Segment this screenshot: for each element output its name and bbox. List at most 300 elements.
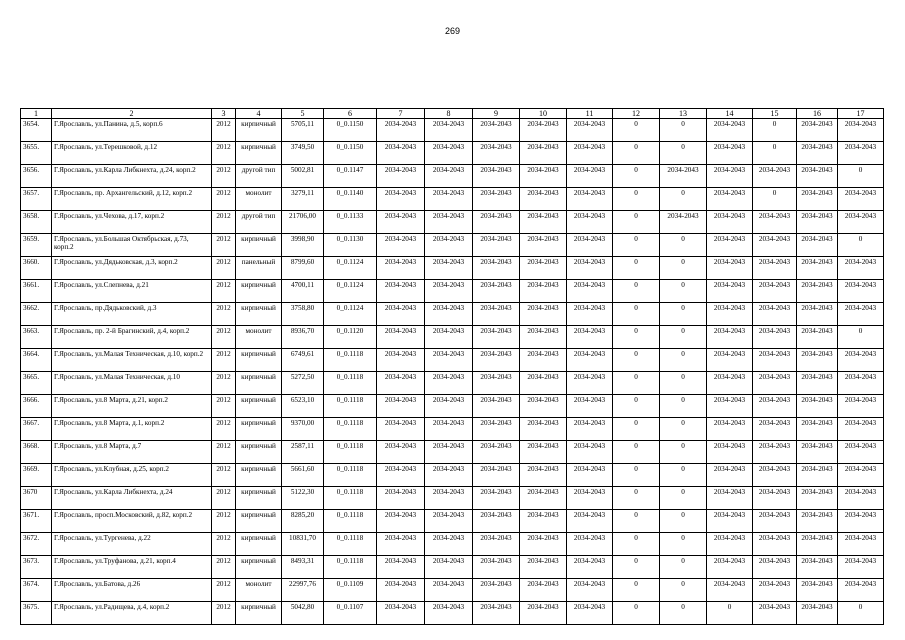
table-cell: 2034-2043 [797, 464, 838, 487]
table-cell: 2034-2043 [838, 349, 884, 372]
table-cell: 2034-2043 [473, 188, 520, 211]
table-cell: кирпичный [236, 142, 282, 165]
table-cell: 2034-2043 [473, 234, 520, 257]
table-cell: 3758,80 [282, 303, 324, 326]
table-cell: 2034-2043 [707, 487, 753, 510]
table-cell: 0 [660, 395, 707, 418]
table-cell: 2034-2043 [425, 280, 473, 303]
table-cell: 2034-2043 [377, 234, 425, 257]
address-cell: Г.Ярославль, пр. 2-й Брагинский, д.4, корп.2 [52, 326, 212, 349]
table-cell: 0_0.1118 [324, 533, 377, 556]
table-cell: 2034-2043 [753, 602, 797, 625]
table-cell: 2034-2043 [425, 556, 473, 579]
table-cell: кирпичный [236, 234, 282, 257]
table-cell: 2012 [212, 119, 236, 142]
table-cell: 2034-2043 [425, 579, 473, 602]
table-cell: 2034-2043 [567, 119, 613, 142]
table-cell: 0 [613, 464, 660, 487]
row-number-cell: 3674. [21, 579, 52, 602]
address-cell: Г.Ярославль, ул.Большая Октябрьская, д.73, корп.2 [52, 234, 212, 257]
table-cell: 2034-2043 [707, 257, 753, 280]
column-header: 12 [613, 109, 660, 119]
table-cell: 2034-2043 [753, 234, 797, 257]
column-header: 15 [753, 109, 797, 119]
table-cell: 2034-2043 [838, 418, 884, 441]
address-cell: Г.Ярославль, пр.Дядьковский, д.3 [52, 303, 212, 326]
table-cell: 2034-2043 [473, 303, 520, 326]
table-cell: 2034-2043 [377, 579, 425, 602]
address-cell: Г.Ярославль, ул.Малая Техническая, д.10, корп.2 [52, 349, 212, 372]
table-cell: 2012 [212, 142, 236, 165]
table-cell: 2034-2043 [753, 464, 797, 487]
table-cell: 2034-2043 [838, 579, 884, 602]
table-cell: 2034-2043 [797, 142, 838, 165]
table-cell: 2034-2043 [425, 234, 473, 257]
table-cell: 0_0.1107 [324, 602, 377, 625]
table-cell: 2034-2043 [377, 211, 425, 234]
table-cell: 2034-2043 [753, 418, 797, 441]
table-cell: 2034-2043 [425, 464, 473, 487]
table-cell: 2012 [212, 211, 236, 234]
table-cell: 0 [613, 211, 660, 234]
table-cell: 2034-2043 [838, 372, 884, 395]
table-cell: кирпичный [236, 441, 282, 464]
table-cell: 2034-2043 [567, 165, 613, 188]
table-cell: 2034-2043 [473, 349, 520, 372]
row-number-cell: 3657. [21, 188, 52, 211]
table-cell: 22997,76 [282, 579, 324, 602]
table-cell: 2034-2043 [425, 257, 473, 280]
table-cell: 2034-2043 [473, 556, 520, 579]
table-cell: 2034-2043 [838, 395, 884, 418]
table-cell: 2034-2043 [707, 464, 753, 487]
table-cell: 2034-2043 [753, 326, 797, 349]
table-cell: 3998,90 [282, 234, 324, 257]
table-cell: 2034-2043 [567, 441, 613, 464]
address-cell: Г.Ярославль, ул.Слепнева, д.21 [52, 280, 212, 303]
table-cell: 3749,50 [282, 142, 324, 165]
table-cell: 2034-2043 [377, 119, 425, 142]
table-cell: 2034-2043 [707, 579, 753, 602]
table-cell: 2034-2043 [473, 211, 520, 234]
table-cell: 0_0.1124 [324, 280, 377, 303]
table-row [21, 280, 884, 303]
table-row [21, 510, 884, 533]
table-cell: 2034-2043 [377, 188, 425, 211]
table-cell: 0 [613, 234, 660, 257]
table-cell: 5042,80 [282, 602, 324, 625]
table-cell: 2034-2043 [377, 510, 425, 533]
table-cell: 2034-2043 [567, 280, 613, 303]
table-cell: 2034-2043 [753, 395, 797, 418]
row-number-cell: 3658. [21, 211, 52, 234]
table-cell: 2034-2043 [520, 326, 567, 349]
table-cell: 2012 [212, 602, 236, 625]
row-number-cell: 3654. [21, 119, 52, 142]
table-cell: кирпичный [236, 510, 282, 533]
table-cell: 2034-2043 [797, 510, 838, 533]
table-cell: 2034-2043 [797, 326, 838, 349]
table-row [21, 602, 884, 625]
table-cell: 2034-2043 [377, 326, 425, 349]
table-cell: 2034-2043 [567, 142, 613, 165]
table-cell: 2034-2043 [377, 165, 425, 188]
table-cell: 2034-2043 [707, 303, 753, 326]
table-cell: 2034-2043 [520, 395, 567, 418]
table-cell: 2034-2043 [473, 165, 520, 188]
table-cell: 0_0.1147 [324, 165, 377, 188]
table-cell: 0 [838, 326, 884, 349]
table-cell: 2034-2043 [797, 602, 838, 625]
table-cell: 2034-2043 [753, 303, 797, 326]
column-header: 14 [707, 109, 753, 119]
table-cell: 2034-2043 [707, 349, 753, 372]
table-cell: 0 [613, 395, 660, 418]
table-cell: 0_0.1118 [324, 464, 377, 487]
address-cell: Г.Ярославль, ул.Малая Техническая, д.10 [52, 372, 212, 395]
table-cell: 2034-2043 [797, 257, 838, 280]
address-cell: Г.Ярославль, ул.8 Марта, д.21, корп.2 [52, 395, 212, 418]
table-cell: 0 [613, 349, 660, 372]
address-cell: Г.Ярославль, ул.Карла Либкнехта, д.24, корп.2 [52, 165, 212, 188]
table-cell: 2034-2043 [473, 372, 520, 395]
table-cell: 2034-2043 [425, 165, 473, 188]
table-cell: 5002,81 [282, 165, 324, 188]
table-cell: 0 [660, 142, 707, 165]
table-cell: 6749,61 [282, 349, 324, 372]
table-cell: 2034-2043 [377, 464, 425, 487]
table-cell: 0 [613, 188, 660, 211]
row-number-cell: 3661. [21, 280, 52, 303]
table-cell: 2034-2043 [707, 211, 753, 234]
table-cell: 0 [613, 556, 660, 579]
column-header: 4 [236, 109, 282, 119]
table-cell: 2034-2043 [797, 418, 838, 441]
table-cell: 2034-2043 [520, 257, 567, 280]
table-cell: 2034-2043 [753, 257, 797, 280]
table-cell: 0 [613, 372, 660, 395]
table-cell: 2034-2043 [377, 395, 425, 418]
table-cell: 2034-2043 [797, 349, 838, 372]
table-cell: 2034-2043 [520, 533, 567, 556]
table-cell: 2034-2043 [753, 579, 797, 602]
table-cell: 2034-2043 [567, 487, 613, 510]
row-number-cell: 3666. [21, 395, 52, 418]
row-number-cell: 3667. [21, 418, 52, 441]
table-cell: 2034-2043 [797, 487, 838, 510]
table-cell: 2034-2043 [520, 464, 567, 487]
table-cell: 5272,50 [282, 372, 324, 395]
table-cell: 2034-2043 [567, 579, 613, 602]
table-cell: кирпичный [236, 303, 282, 326]
table-cell: 2034-2043 [425, 119, 473, 142]
page-number: 269 [444, 26, 461, 36]
table-cell: 2034-2043 [520, 142, 567, 165]
table-cell: 2034-2043 [707, 280, 753, 303]
table-cell: 2034-2043 [425, 372, 473, 395]
table-cell: 2034-2043 [567, 464, 613, 487]
address-cell: Г.Ярославль, просп.Московский, д.82, корп.2 [52, 510, 212, 533]
column-header: 7 [377, 109, 425, 119]
table-cell: 2034-2043 [753, 533, 797, 556]
table-cell: 2034-2043 [473, 510, 520, 533]
table-cell: 2034-2043 [797, 372, 838, 395]
table-cell: 0_0.1118 [324, 395, 377, 418]
column-header: 3 [212, 109, 236, 119]
table-cell: 0 [838, 602, 884, 625]
row-number-cell: 3668. [21, 441, 52, 464]
table-cell: 2034-2043 [377, 372, 425, 395]
table-cell: 2034-2043 [797, 119, 838, 142]
table-cell: 2034-2043 [797, 579, 838, 602]
table-cell: 2034-2043 [567, 533, 613, 556]
table-cell: 0 [660, 464, 707, 487]
column-header: 6 [324, 109, 377, 119]
table-cell: 2034-2043 [567, 303, 613, 326]
table-cell: 2034-2043 [425, 510, 473, 533]
table-row [21, 395, 884, 418]
table-cell: 2034-2043 [377, 349, 425, 372]
table-cell: 0_0.1118 [324, 510, 377, 533]
table-cell: 0 [613, 303, 660, 326]
table-cell: 8799,60 [282, 257, 324, 280]
column-header: 16 [797, 109, 838, 119]
address-cell: Г.Ярославль, ул.Труфанова, д.21, корп.4 [52, 556, 212, 579]
table-cell: 2012 [212, 326, 236, 349]
table-cell: 2012 [212, 464, 236, 487]
table-row [21, 142, 884, 165]
table-cell: 2034-2043 [660, 165, 707, 188]
table-cell: 2034-2043 [425, 142, 473, 165]
table-cell: кирпичный [236, 556, 282, 579]
register-table [20, 108, 884, 625]
table-cell: 0 [613, 257, 660, 280]
table-cell: 2034-2043 [707, 510, 753, 533]
table-cell: 2034-2043 [838, 464, 884, 487]
table-cell: 2034-2043 [567, 349, 613, 372]
table-cell: 0_0.1118 [324, 349, 377, 372]
table-cell: кирпичный [236, 395, 282, 418]
table-cell: 8493,31 [282, 556, 324, 579]
address-cell: Г.Ярославль, ул.Панина, д.5, корп.6 [52, 119, 212, 142]
table-cell: 2034-2043 [473, 142, 520, 165]
table-cell: 2012 [212, 303, 236, 326]
table-cell: кирпичный [236, 119, 282, 142]
table-row [21, 257, 884, 280]
table-cell: 2034-2043 [707, 441, 753, 464]
table-cell: кирпичный [236, 349, 282, 372]
table-cell: 2034-2043 [838, 303, 884, 326]
table-cell: 2034-2043 [425, 303, 473, 326]
table-cell: 2034-2043 [520, 602, 567, 625]
table-cell: другой тип [236, 165, 282, 188]
table-cell: 2034-2043 [425, 533, 473, 556]
table-cell: 2034-2043 [838, 257, 884, 280]
table-cell: 0_0.1118 [324, 372, 377, 395]
table-cell: 0_0.1150 [324, 119, 377, 142]
table-cell: 2034-2043 [377, 303, 425, 326]
table-cell: 10831,70 [282, 533, 324, 556]
address-cell: Г.Ярославль, пр. Архангельский, д.12, корп.2 [52, 188, 212, 211]
table-cell: 2034-2043 [753, 372, 797, 395]
table-cell: 2034-2043 [753, 165, 797, 188]
table-cell: 2034-2043 [567, 326, 613, 349]
table-cell: 2034-2043 [797, 303, 838, 326]
table-cell: 2034-2043 [425, 395, 473, 418]
table-cell: 2034-2043 [753, 441, 797, 464]
table-cell: 2034-2043 [838, 119, 884, 142]
table-cell: 2034-2043 [473, 441, 520, 464]
table-cell: 2034-2043 [520, 280, 567, 303]
table-cell: 2034-2043 [797, 211, 838, 234]
column-header: 5 [282, 109, 324, 119]
table-cell: 2034-2043 [520, 188, 567, 211]
table-cell: 2034-2043 [425, 602, 473, 625]
table-cell: 2034-2043 [753, 280, 797, 303]
table-cell: 2034-2043 [797, 441, 838, 464]
table-cell: 2034-2043 [707, 372, 753, 395]
table-cell: 2034-2043 [425, 441, 473, 464]
table-cell: 0 [660, 349, 707, 372]
table-cell: 2034-2043 [753, 211, 797, 234]
table-cell: 2034-2043 [567, 602, 613, 625]
table-cell: 2034-2043 [567, 510, 613, 533]
table-cell: 0 [660, 487, 707, 510]
row-number-cell: 3664. [21, 349, 52, 372]
table-cell: 2012 [212, 234, 236, 257]
table-cell: 2587,11 [282, 441, 324, 464]
table-cell: 2034-2043 [838, 280, 884, 303]
table-cell: 2034-2043 [425, 326, 473, 349]
table-cell: 2012 [212, 533, 236, 556]
table-cell: 2012 [212, 487, 236, 510]
table-cell: 2012 [212, 349, 236, 372]
table-cell: 0_0.1124 [324, 303, 377, 326]
table-cell: 2034-2043 [797, 533, 838, 556]
table-cell: 0 [707, 602, 753, 625]
table-cell: 0 [613, 326, 660, 349]
table-cell: 2034-2043 [520, 487, 567, 510]
table-cell: 2034-2043 [377, 142, 425, 165]
table-cell: кирпичный [236, 487, 282, 510]
table-cell: 2034-2043 [473, 579, 520, 602]
table-cell: 2034-2043 [520, 441, 567, 464]
table-cell: 0 [660, 556, 707, 579]
table-cell: 2012 [212, 257, 236, 280]
table-cell: 3279,11 [282, 188, 324, 211]
row-number-cell: 3655. [21, 142, 52, 165]
table-cell: 0_0.1118 [324, 556, 377, 579]
table-cell: 2012 [212, 165, 236, 188]
table-cell: 0 [660, 257, 707, 280]
row-number-cell: 3663. [21, 326, 52, 349]
table-cell: 2034-2043 [473, 418, 520, 441]
table-cell: 2034-2043 [707, 418, 753, 441]
row-number-cell: 3660. [21, 257, 52, 280]
table-cell: 2034-2043 [660, 211, 707, 234]
address-cell: Г.Ярославль, ул.Тургенева, д.22 [52, 533, 212, 556]
table-cell: 4700,11 [282, 280, 324, 303]
table-cell: 2034-2043 [425, 418, 473, 441]
row-number-cell: 3675. [21, 602, 52, 625]
table-row [21, 326, 884, 349]
table-cell: 2034-2043 [753, 510, 797, 533]
table-cell: 0 [613, 487, 660, 510]
address-cell: Г.Ярославль, ул.Терешковой, д.12 [52, 142, 212, 165]
table-cell: 0_0.1133 [324, 211, 377, 234]
row-number-cell: 3659. [21, 234, 52, 257]
table-row [21, 119, 884, 142]
table-cell: 0 [613, 579, 660, 602]
table-cell: 0_0.1130 [324, 234, 377, 257]
table-cell: 2012 [212, 556, 236, 579]
table-cell: 2034-2043 [425, 211, 473, 234]
table-header-row [21, 109, 884, 119]
table-row [21, 303, 884, 326]
table-row [21, 556, 884, 579]
table-cell: 0_0.1140 [324, 188, 377, 211]
table-cell: 2034-2043 [838, 188, 884, 211]
table-cell: 0 [660, 234, 707, 257]
address-cell: Г.Ярославль, ул.Карла Либкнехта, д.24 [52, 487, 212, 510]
table-cell: 2034-2043 [797, 280, 838, 303]
address-cell: Г.Ярославль, ул.8 Марта, д.1, корп.2 [52, 418, 212, 441]
table-cell: монолит [236, 579, 282, 602]
table-cell: 2034-2043 [707, 326, 753, 349]
table-cell: 8285,20 [282, 510, 324, 533]
row-number-cell: 3662. [21, 303, 52, 326]
row-number-cell: 3671. [21, 510, 52, 533]
table-cell: 0 [753, 119, 797, 142]
table-row [21, 372, 884, 395]
table-cell: 0 [660, 188, 707, 211]
address-cell: Г.Ярославль, ул.Дядьковская, д.3, корп.2 [52, 257, 212, 280]
table-cell: 2034-2043 [377, 257, 425, 280]
table-cell: 0_0.1118 [324, 487, 377, 510]
table-cell: 0_0.1150 [324, 142, 377, 165]
table-cell: 0_0.1118 [324, 441, 377, 464]
table-cell: 8936,70 [282, 326, 324, 349]
table-cell: 2012 [212, 510, 236, 533]
table-cell: 0 [660, 372, 707, 395]
row-number-cell: 3669. [21, 464, 52, 487]
table-cell: 2034-2043 [473, 487, 520, 510]
table-cell: 21706,00 [282, 211, 324, 234]
table-row [21, 165, 884, 188]
table-cell: 2034-2043 [753, 349, 797, 372]
table-row [21, 487, 884, 510]
table-cell: кирпичный [236, 418, 282, 441]
table-cell: 0 [660, 119, 707, 142]
table-cell: 2034-2043 [567, 418, 613, 441]
table-cell: 2034-2043 [797, 188, 838, 211]
table-cell: 2034-2043 [838, 510, 884, 533]
table-cell: 2034-2043 [520, 510, 567, 533]
table-row [21, 349, 884, 372]
table-cell: 2034-2043 [377, 280, 425, 303]
table-cell: 2034-2043 [473, 280, 520, 303]
table-cell: 2034-2043 [797, 234, 838, 257]
table-cell: 2034-2043 [520, 579, 567, 602]
column-header: 17 [838, 109, 884, 119]
table-cell: 2034-2043 [567, 372, 613, 395]
table-cell: 2034-2043 [377, 556, 425, 579]
address-cell: Г.Ярославль, ул.Батова, д.26 [52, 579, 212, 602]
table-cell: 2034-2043 [838, 211, 884, 234]
table-cell: 2012 [212, 418, 236, 441]
address-cell: Г.Ярославль, ул.Клубная, д.25, корп.2 [52, 464, 212, 487]
table-cell: 2034-2043 [838, 487, 884, 510]
